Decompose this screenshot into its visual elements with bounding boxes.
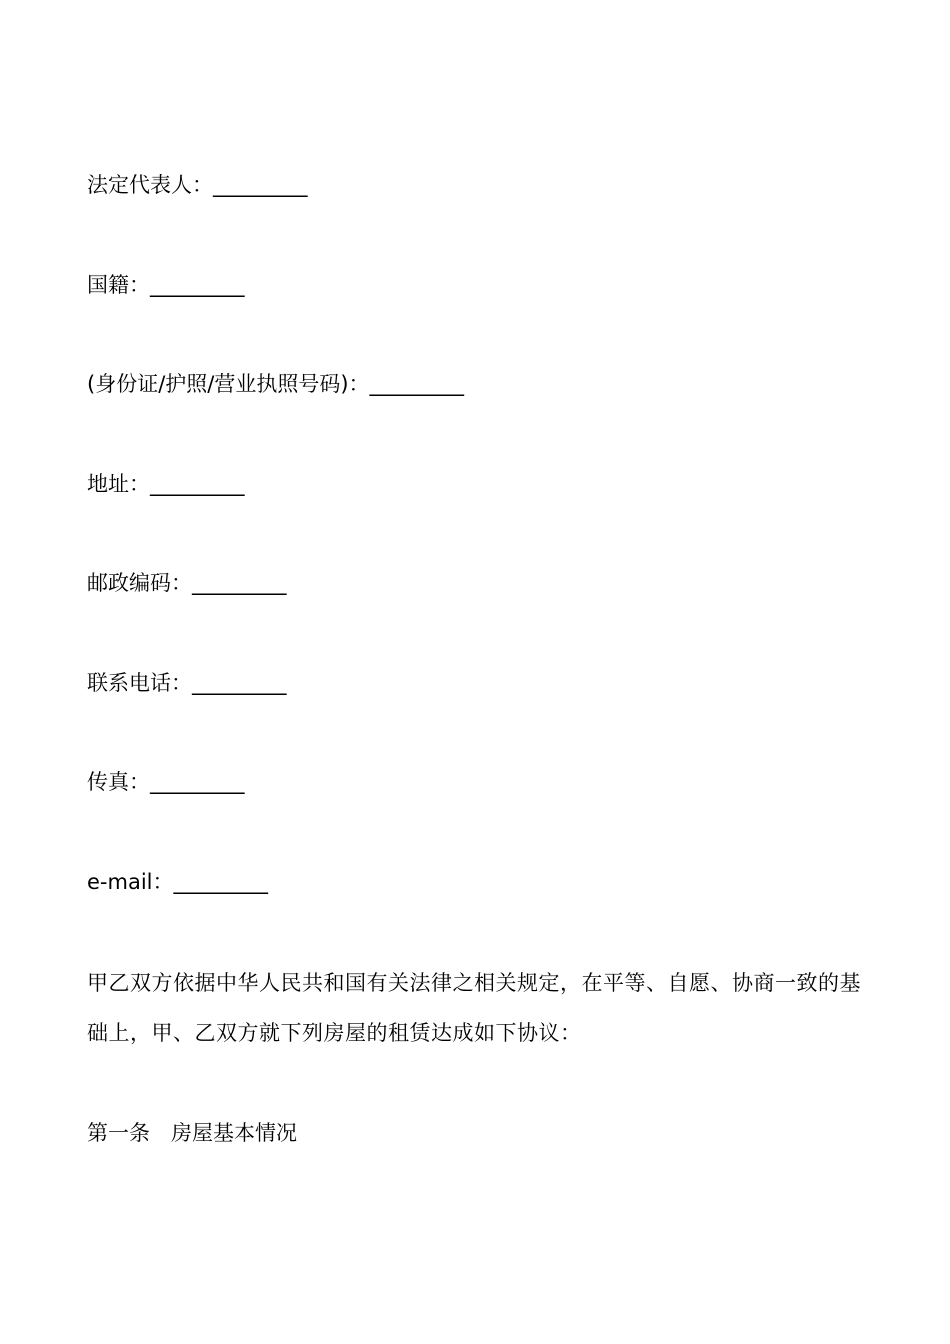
field-blank: _________ <box>173 870 268 894</box>
field-label: e-mail： <box>87 870 174 894</box>
field-postal-code <box>87 567 287 599</box>
field-email <box>87 866 268 898</box>
field-label: 国籍： <box>87 273 150 297</box>
field-phone <box>87 667 287 699</box>
field-label: 传真： <box>87 770 150 794</box>
field-blank: _________ <box>213 173 308 197</box>
intro-paragraph: 甲乙双方依据中华人民共和国有关法律之相关规定，在平等、自愿、协商一致的基础上，甲、乙双方就下列房屋的租赁达成如下协议： <box>87 971 861 1045</box>
field-blank: _________ <box>150 472 245 496</box>
field-fax <box>87 766 245 798</box>
field-id-number <box>87 368 464 400</box>
field-blank: _________ <box>150 273 245 297</box>
field-address <box>87 468 245 500</box>
field-blank: _________ <box>369 372 465 396</box>
field-label: 地址： <box>87 472 150 496</box>
field-label: 联系电话： <box>87 671 192 695</box>
field-label: 法定代表人： <box>87 173 213 197</box>
field-nationality <box>87 269 245 301</box>
field-blank: _________ <box>150 770 245 794</box>
field-label: (身份证/护照/营业执照号码)： <box>87 372 370 396</box>
field-blank: _________ <box>192 571 287 595</box>
field-label: 邮政编码： <box>87 571 192 595</box>
section-heading: 第一条 房屋基本情况 <box>87 1121 297 1145</box>
field-blank: _________ <box>192 671 287 695</box>
field-legal-representative <box>87 169 308 201</box>
